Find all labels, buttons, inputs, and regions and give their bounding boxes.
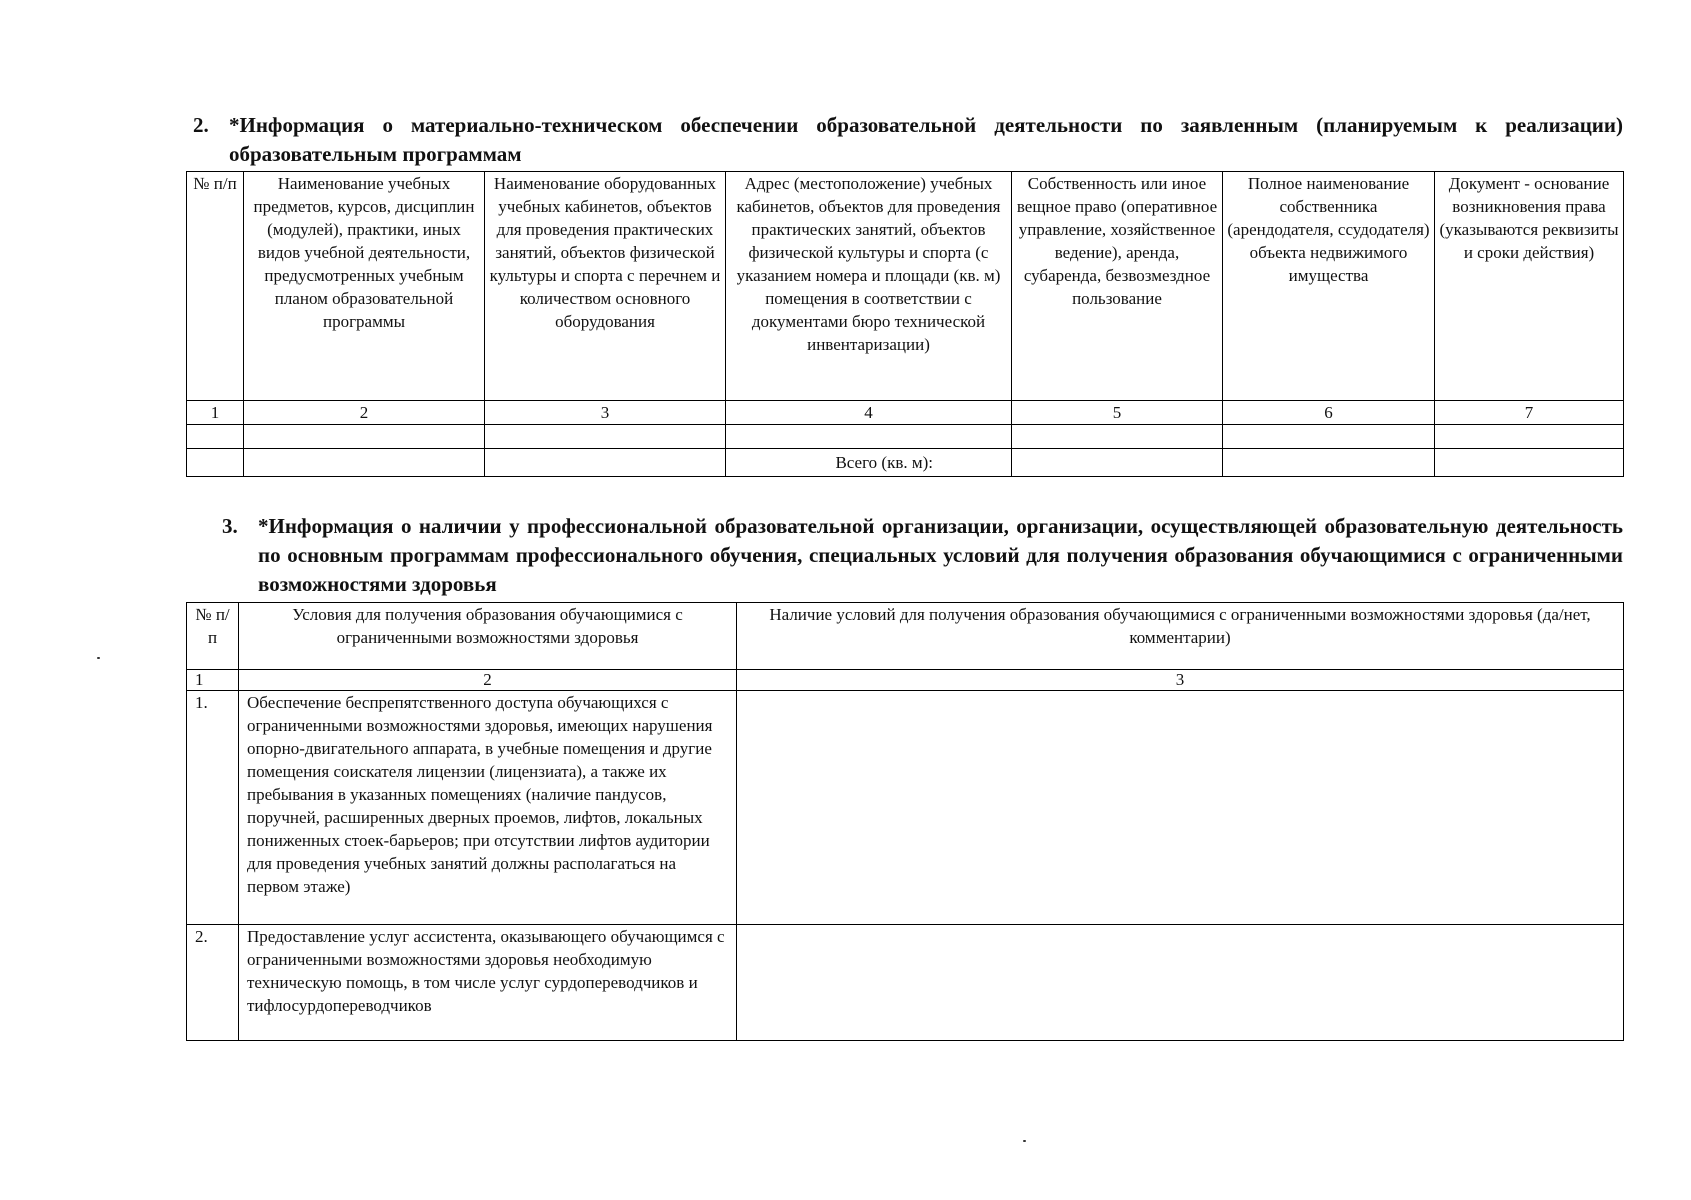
scan-speck xyxy=(1023,1140,1026,1142)
header-cell: Условия для получения образования обучающимися с ограниченными возможностями здоровья xyxy=(239,603,737,670)
condition-text: Обеспечение беспрепятственного доступа обучающихся с ограниченными возможностями здоровья, имеющих нарушения опорно-двигательного аппарата, в учебные помещения и другие помещения соискателя лицензии (лицензиата), а также их пребывания в указанных помещениях (наличие пандусов, поручней, расширенных дверных проемов, лифтов, локальных пониженных стоек-барьеров; при отсутствии лифтов аудитории для проведения учебных занятий должны располагаться на первом этаже) xyxy=(239,691,737,925)
row-number: 1. xyxy=(187,691,239,925)
scan-speck xyxy=(97,657,100,659)
section-2-number: 2. xyxy=(193,113,209,137)
table-cell xyxy=(187,425,244,449)
row-number: 2. xyxy=(187,925,239,1041)
header-cell: Документ - основание возникновения права (указываются реквизиты и сроки действия) xyxy=(1435,172,1624,401)
section-3-number: 3. xyxy=(222,514,238,538)
column-number: 4 xyxy=(726,401,1012,425)
column-number: 5 xyxy=(1012,401,1223,425)
section-3-title: *Информация о наличии у профессиональной образовательной организации, организации, осуществляющей образовательную деятельность по основным программам профессионального обучения, специальных условий для получения образования обучающимися с ограниченными возможностями здоровья xyxy=(258,514,1623,596)
table-cell xyxy=(1435,425,1624,449)
table-cell xyxy=(1223,425,1435,449)
column-number-row xyxy=(187,401,1624,425)
header-cell: № п/п xyxy=(187,172,244,401)
table-cell xyxy=(244,449,485,477)
table-row xyxy=(187,925,1624,1041)
availability-cell xyxy=(737,691,1624,925)
table-cell xyxy=(485,425,726,449)
special-conditions-table xyxy=(186,602,1624,1041)
table-cell xyxy=(244,425,485,449)
table-cell xyxy=(485,449,726,477)
section-2-title: *Информация о материально-техническом обеспечении образовательной деятельности по заявленным (планируемым к реализации) образовательным программам xyxy=(229,113,1623,166)
column-number: 2 xyxy=(244,401,485,425)
table-header-row xyxy=(187,603,1624,670)
header-cell: Полное наименование собственника (арендодателя, ссудодателя) объекта недвижимого имущества xyxy=(1223,172,1435,401)
table-row xyxy=(187,425,1624,449)
column-number: 3 xyxy=(485,401,726,425)
total-label: Всего (кв. м): xyxy=(726,449,1012,477)
section-3-heading xyxy=(222,512,1623,599)
column-number: 6 xyxy=(1223,401,1435,425)
column-number-row xyxy=(187,670,1624,691)
total-row xyxy=(187,449,1624,477)
header-cell: № п/п xyxy=(187,603,239,670)
condition-text: Предоставление услуг ассистента, оказывающего обучающимся с ограниченными возможностями здоровья необходимую техническую помощь, в том числе услуг сурдопереводчиков и тифлосурдопереводчиков xyxy=(239,925,737,1041)
table-row xyxy=(187,691,1624,925)
header-cell: Наличие условий для получения образования обучающимися с ограниченными возможностями здоровья (да/нет, комментарии) xyxy=(737,603,1624,670)
column-number: 3 xyxy=(737,670,1624,691)
table-cell xyxy=(1223,449,1435,477)
table-header-row xyxy=(187,172,1624,401)
header-cell: Наименование учебных предметов, курсов, дисциплин (модулей), практики, иных видов учебной деятельности, предусмотренных учебным планом образовательной программы xyxy=(244,172,485,401)
column-number: 7 xyxy=(1435,401,1624,425)
column-number: 1 xyxy=(187,401,244,425)
table-cell xyxy=(1435,449,1624,477)
table-cell xyxy=(726,425,1012,449)
column-number: 1 xyxy=(187,670,239,691)
availability-cell xyxy=(737,925,1624,1041)
table-cell xyxy=(1012,425,1223,449)
section-2-heading xyxy=(193,111,1623,169)
table-cell xyxy=(187,449,244,477)
header-cell: Адрес (местоположение) учебных кабинетов, объектов для проведения практических занятий, объектов физической культуры и спорта (с указанием номера и площади (кв. м) помещения в соответствии с документами бюро технической инвентаризации) xyxy=(726,172,1012,401)
header-cell: Собственность или иное вещное право (оперативное управление, хозяйственное ведение), аренда, субаренда, безвозмездное пользование xyxy=(1012,172,1223,401)
table-cell xyxy=(1012,449,1223,477)
header-cell: Наименование оборудованных учебных кабинетов, объектов для проведения практических занятий, объектов физической культуры и спорта с перечнем и количеством основного оборудования xyxy=(485,172,726,401)
column-number: 2 xyxy=(239,670,737,691)
material-technical-table xyxy=(186,171,1624,477)
